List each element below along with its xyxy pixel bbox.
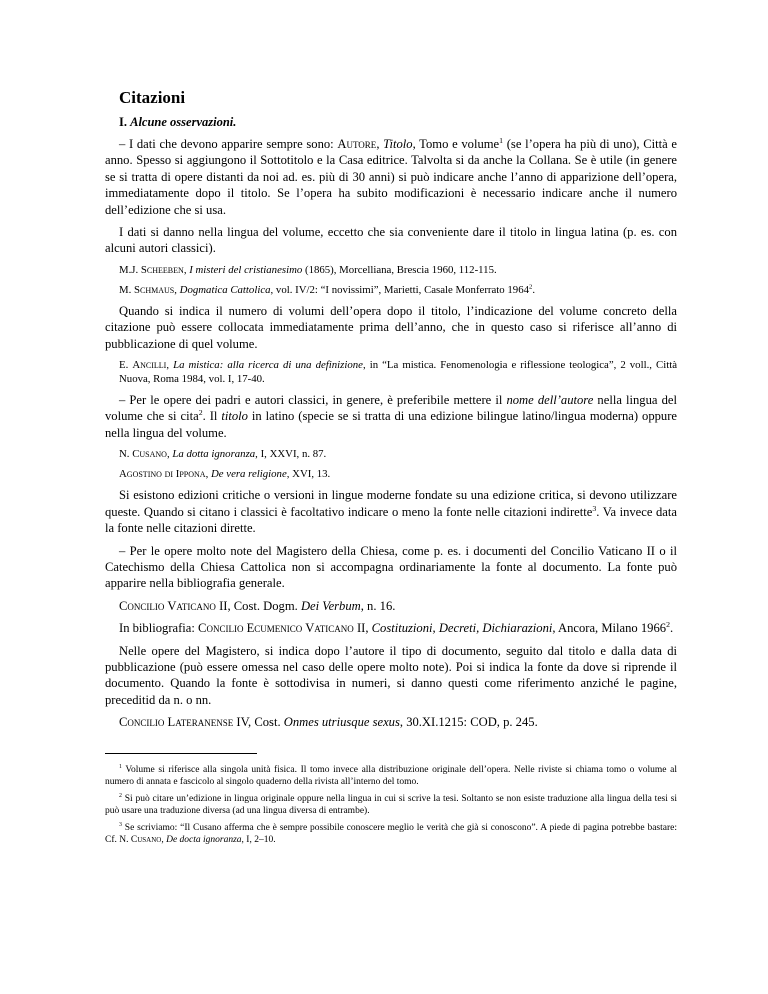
document-page [105, 88, 677, 851]
example-citation-dei-verbum: Concilio Vaticano II, Cost. Dogm. Dei Verbum, n. 16. [119, 598, 396, 613]
footnote-2: $^2$ Si può citare un’edizione in lingua originale oppure nella lingua in cui si scrive la tesi. Soltanto se non esiste traduzione alla lingua della tesi si può usare una traduzione diversa (ad una lingua diversa di entrambe). [105, 792, 677, 816]
footnote-divider [105, 753, 257, 754]
paragraph-volumes: Quando si indica il numero di volumi dell’opera dopo il titolo, l’indicazione del volume concreto della citazione può essere collocata immediatamente prima dell’anno, che in questo caso si riferisce all’anno di pubblicazione di quel volume. [105, 303, 677, 351]
example-citation-cusano: N. Cusano, La dotta ignoranza, I, XXVI, n. 87. [119, 448, 327, 461]
footnote-3: $^3$ Se scriviamo: “Il Cusano afferma che è sempre possibile conoscere meglio le verità che già si conoscono”. A piede di pagina potrebbe bastare: Cf. N. Cusano, De docta ignoranza, I, 2–10. [105, 821, 677, 845]
example-citation-lateranense: Concilio Lateranense IV, Cost. Onmes utriusque sexus, 30.XI.1215: COD, p. 245. [119, 715, 538, 730]
paragraph-required-data: – I dati che devono apparire sempre sono: Autore, Titolo, Tomo e volume$^1$ (se l’opera ha più di uno), Città e anno. Spesso si aggiungono il Sottotitolo e la Casa editrice. Talvolta si da anche la Collana. Se è utile (in genere se si tratta di opere distanti da noi ad. es. più di 30 anni) si può indicare anche l’anno di apparizione dell’opera, immediatamente dopo il titolo. Se l’opera ha subito modificazioni è necessario indicare anche il numero dell’edizione che si usa. [105, 135, 677, 217]
paragraph-critical-editions: Si esistono edizioni critiche o versioni in lingue moderne fondate su una edizione critica, si devono utilizzare queste. Quando si citano i classici è facoltativo indicare o meno la fonte nelle citazioni indirette$^3$. Va invece data la fonte nelle citazioni dirette. [105, 488, 677, 536]
example-citation-schmaus: M. Schmaus, Dogmatica Cattolica, vol. IV/2: “I novissimi”, Marietti, Casale Monferrato 1964$^2$. [119, 283, 536, 296]
paragraph-document-type: Nelle opere del Magistero, si indica dopo l’autore il tipo di documento, seguito dal titolo e dalla data di pubblicazione (può essere omessa nel caso delle opere molto note). Poi si indica la fonte da dove si riprende il documento. Quando la fonte è sottodivisa in numeri, si danno questi come riferimento anziché le pagine, preceditid da n. o nn. [105, 643, 677, 707]
footnote-1: $^1$ Volume si riferisce alla singola unità fisica. Il tomo invece alla distribuzione originale dell’opera. Nelle riviste si chiama tomo o volume al numero di annata e fascicolo al singolo quaderno della rivista all’interno del tomo. [105, 763, 677, 787]
example-citation-ancilli: E. Ancilli, La mistica: alla ricerca di una definizione, in “La mistica. Fenomenologia e riflessione teologica”, 2 voll., Città Nuova, Roma 1984, vol. I, 17-40. [119, 359, 677, 386]
footnote-ref-2: 2 [198, 408, 203, 418]
example-citation-agostino: Agostino di Ippona, De vera religione, XVI, 13. [119, 468, 331, 481]
paragraph-classics: – Per le opere dei padri e autori classici, in genere, è preferibile mettere il nome dell’autore nella lingua del volume che si cita$^2$. Il titolo in latino (specie se si tratta di una edizione bilingue latino/lingua moderna) oppure nella lingua del volume. [105, 393, 677, 440]
paragraph-language: I dati si danno nella lingua del volume, eccetto che sia conveniente dare il titolo in lingua latina (p. es. con alcuni autori classici). [105, 225, 677, 256]
example-bibliography: In bibliografia: Concilio Ecumenico Vaticano II, Costituzioni, Decreti, Dichiarazioni, Ancora, Milano 1966$^2$. [119, 619, 674, 636]
footnote-ref-3: 3 [592, 503, 597, 513]
page-title: Citazioni [119, 88, 186, 107]
section-heading: I. Alcune osservazioni. [119, 115, 237, 129]
example-citation-scheeben: M.J. Scheeben, I misteri del cristianesimo (1865), Morcelliana, Brescia 1960, 112-115. [119, 263, 497, 276]
footnote-ref-1: 1 [499, 135, 504, 145]
paragraph-magisterium: – Per le opere molto note del Magistero della Chiesa, come p. es. i documenti del Concilio Vaticano II o il Catechismo della Chiesa Cattolica non si accompagna ordinariamente la fonte al documento. La fonte può apparire nella bibliografia generale. [105, 543, 677, 591]
